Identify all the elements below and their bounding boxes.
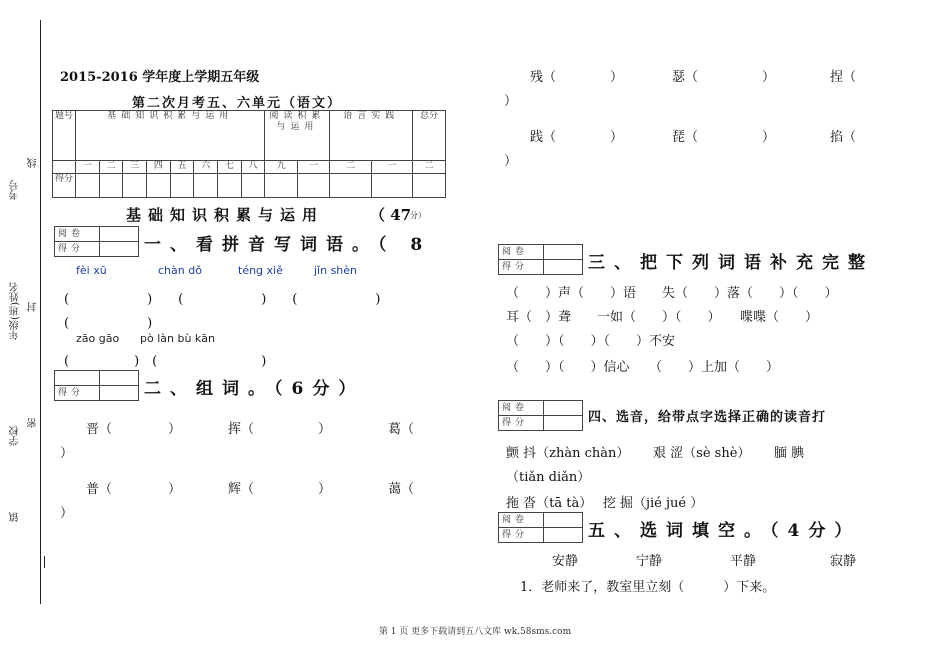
grader-box-sec5 — [498, 512, 583, 543]
side-label-kaohao: 考号 — [10, 180, 21, 200]
side-label-feng: 封 — [28, 302, 39, 312]
sec4-title: 四、选音，给带点字选择正确的读音打 — [588, 410, 827, 425]
fill-line: （ ）（ ）（ ）不安 — [506, 334, 676, 349]
word-item-close: ） — [504, 94, 518, 109]
part-score-unit: 分） — [410, 211, 426, 220]
score-num: 九 — [265, 161, 298, 174]
grader-label: 阅卷 — [499, 513, 544, 528]
pinyin-item: jǐn shèn — [314, 264, 358, 277]
pinyin-item: chàn dǒ — [158, 264, 202, 277]
grader-box-sec1 — [54, 226, 139, 257]
score-num: 八 — [241, 161, 265, 174]
grader-cell[interactable] — [100, 371, 139, 386]
word-item: 残（ — [530, 70, 557, 85]
score-num: 三 — [123, 161, 147, 174]
word-item: 瑟（ — [672, 70, 699, 85]
score-cell[interactable] — [297, 174, 330, 198]
grader-cell[interactable] — [100, 242, 139, 257]
pinyin-item: pò làn bù kān — [140, 332, 216, 345]
score-num: 六 — [194, 161, 218, 174]
grader-label: 阅卷 — [55, 227, 100, 242]
score-cell[interactable] — [413, 174, 446, 198]
score-num-blank — [53, 161, 76, 174]
score-num: 二 — [413, 161, 446, 174]
fill-line: （ ）声（ ）语 失（ ）落（ ）（ ） — [506, 286, 838, 301]
word-item: 捏（ — [830, 70, 857, 85]
word-item-close: ） — [504, 154, 518, 169]
score-header-yuyan: 语言实践 — [330, 111, 413, 161]
grader-label: 得分 — [499, 416, 544, 431]
reading-line: 颤 抖（zhàn chàn） 艰 涩（sè shè） 腼 腆 — [506, 446, 805, 461]
word-item-close: ） — [318, 422, 332, 437]
fill-line: （ ）（ ）信心 （ ）上加（ ） — [506, 360, 780, 375]
score-table — [52, 110, 446, 198]
grader-label: 阅卷 — [499, 245, 544, 260]
grader-cell[interactable] — [544, 416, 583, 431]
score-num: 二 — [330, 161, 371, 174]
choice-word: 安静 — [552, 554, 579, 569]
sec2-title: 二、组词。（6分） — [144, 379, 365, 399]
pinyin-item: téng xiě — [238, 264, 283, 277]
score-row-defen: 得分 — [53, 174, 76, 198]
part-title: 基础知识积累与运用 — [126, 206, 325, 224]
score-cell[interactable] — [330, 174, 371, 198]
grader-cell[interactable] — [100, 227, 139, 242]
sec5-title: 五、选词填空。（4分） — [588, 521, 861, 541]
word-item-close: ） — [762, 130, 776, 145]
binding-line-tick — [44, 556, 45, 568]
word-item: 掐（ — [830, 130, 857, 145]
grader-cell[interactable] — [100, 386, 139, 401]
word-item: 辉（ — [228, 482, 255, 497]
score-num: 一 — [371, 161, 412, 174]
word-item: 葛（ — [388, 422, 415, 437]
sec1-title: 一、看拼音写词语。（ 8 — [144, 235, 432, 255]
grader-box-sec4 — [498, 400, 583, 431]
side-label-xian: 线 — [28, 158, 39, 168]
score-header-yuedu: 阅读积累与运用 — [265, 111, 330, 161]
side-label-xuexiao: 学校 — [10, 426, 21, 446]
word-item-close: ） — [762, 70, 776, 85]
grader-cell[interactable] — [544, 401, 583, 416]
score-cell[interactable] — [99, 174, 123, 198]
grader-cell[interactable] — [544, 513, 583, 528]
word-item-close: ） — [60, 446, 74, 461]
side-label-zhen: 镇 — [10, 512, 21, 522]
score-num: 一 — [76, 161, 100, 174]
grader-label — [55, 371, 100, 386]
score-num: 一 — [297, 161, 330, 174]
word-item-close: ） — [610, 70, 624, 85]
word-item: 普（ — [86, 482, 113, 497]
page-footer: 第 1 页 更多下载请到五八文库 wk.58sms.com — [378, 627, 572, 637]
score-cell[interactable] — [371, 174, 412, 198]
part-score: （ 47 — [370, 206, 412, 224]
grader-cell[interactable] — [544, 245, 583, 260]
pinyin-item: zāo gāo — [76, 332, 120, 345]
word-item: 挥（ — [228, 422, 255, 437]
fill-line: 耳（ ）聋 一如（ ）（ ） 喋喋（ ） — [506, 310, 819, 325]
score-header-jichu: 基础知识积累与运用 — [76, 111, 265, 161]
reading-line: 拖 沓（tā tà） 挖 掘（jié jué ） — [506, 496, 704, 511]
score-cell[interactable] — [123, 174, 147, 198]
word-item-close: ） — [168, 422, 182, 437]
score-header-zongfen: 总分 — [413, 111, 446, 161]
score-num: 五 — [170, 161, 194, 174]
score-cell[interactable] — [194, 174, 218, 198]
grader-box-sec2 — [54, 370, 139, 401]
grader-box-sec3 — [498, 244, 583, 275]
score-cell[interactable] — [170, 174, 194, 198]
word-item: 践（ — [530, 130, 557, 145]
grader-label: 得分 — [55, 242, 100, 257]
score-cell[interactable] — [76, 174, 100, 198]
side-label-nianji: 年级(班)姓名 — [10, 282, 21, 340]
score-num: 四 — [147, 161, 171, 174]
score-header-tihao: 题号 — [53, 111, 76, 161]
score-num: 七 — [218, 161, 242, 174]
grader-label: 得分 — [499, 528, 544, 543]
question-1: 1．老师来了，教室里立刻（ ）下来。 — [520, 580, 776, 595]
exam-title: 2015-2016 学年度上学期五年级 — [60, 70, 260, 85]
word-item: 蔼（ — [388, 482, 415, 497]
word-item-close: ） — [318, 482, 332, 497]
word-item: 琵（ — [672, 130, 699, 145]
word-item: 晋（ — [86, 422, 113, 437]
grader-cell[interactable] — [544, 260, 583, 275]
score-cell[interactable] — [241, 174, 265, 198]
answer-blank[interactable]: ( ) ( ) ( ) — [64, 292, 381, 307]
binding-line — [40, 20, 41, 604]
sec3-title: 三、把下列词语补充完整 — [588, 253, 874, 273]
choice-word: 平静 — [730, 554, 757, 569]
exam-subtitle: 第二次月考五、六单元（语文） — [132, 96, 343, 111]
word-item-close: ） — [610, 130, 624, 145]
grader-label: 得分 — [499, 260, 544, 275]
side-label-mi: 密 — [28, 418, 39, 428]
score-cell[interactable] — [147, 174, 171, 198]
choice-word: 宁静 — [636, 554, 663, 569]
reading-line: （tiǎn diǎn） — [506, 470, 591, 485]
choice-word: 寂静 — [830, 554, 857, 569]
grader-label: 得分 — [55, 386, 100, 401]
grader-label: 阅卷 — [499, 401, 544, 416]
word-item-close: ） — [60, 506, 74, 521]
word-item-close: ） — [168, 482, 182, 497]
score-cell[interactable] — [265, 174, 298, 198]
answer-blank[interactable]: ( ) — [64, 316, 153, 331]
grader-cell[interactable] — [544, 528, 583, 543]
score-num: 二 — [99, 161, 123, 174]
score-cell[interactable] — [218, 174, 242, 198]
answer-blank[interactable]: ( ) ( ) — [64, 354, 267, 369]
pinyin-item: fèi xū — [76, 264, 107, 277]
